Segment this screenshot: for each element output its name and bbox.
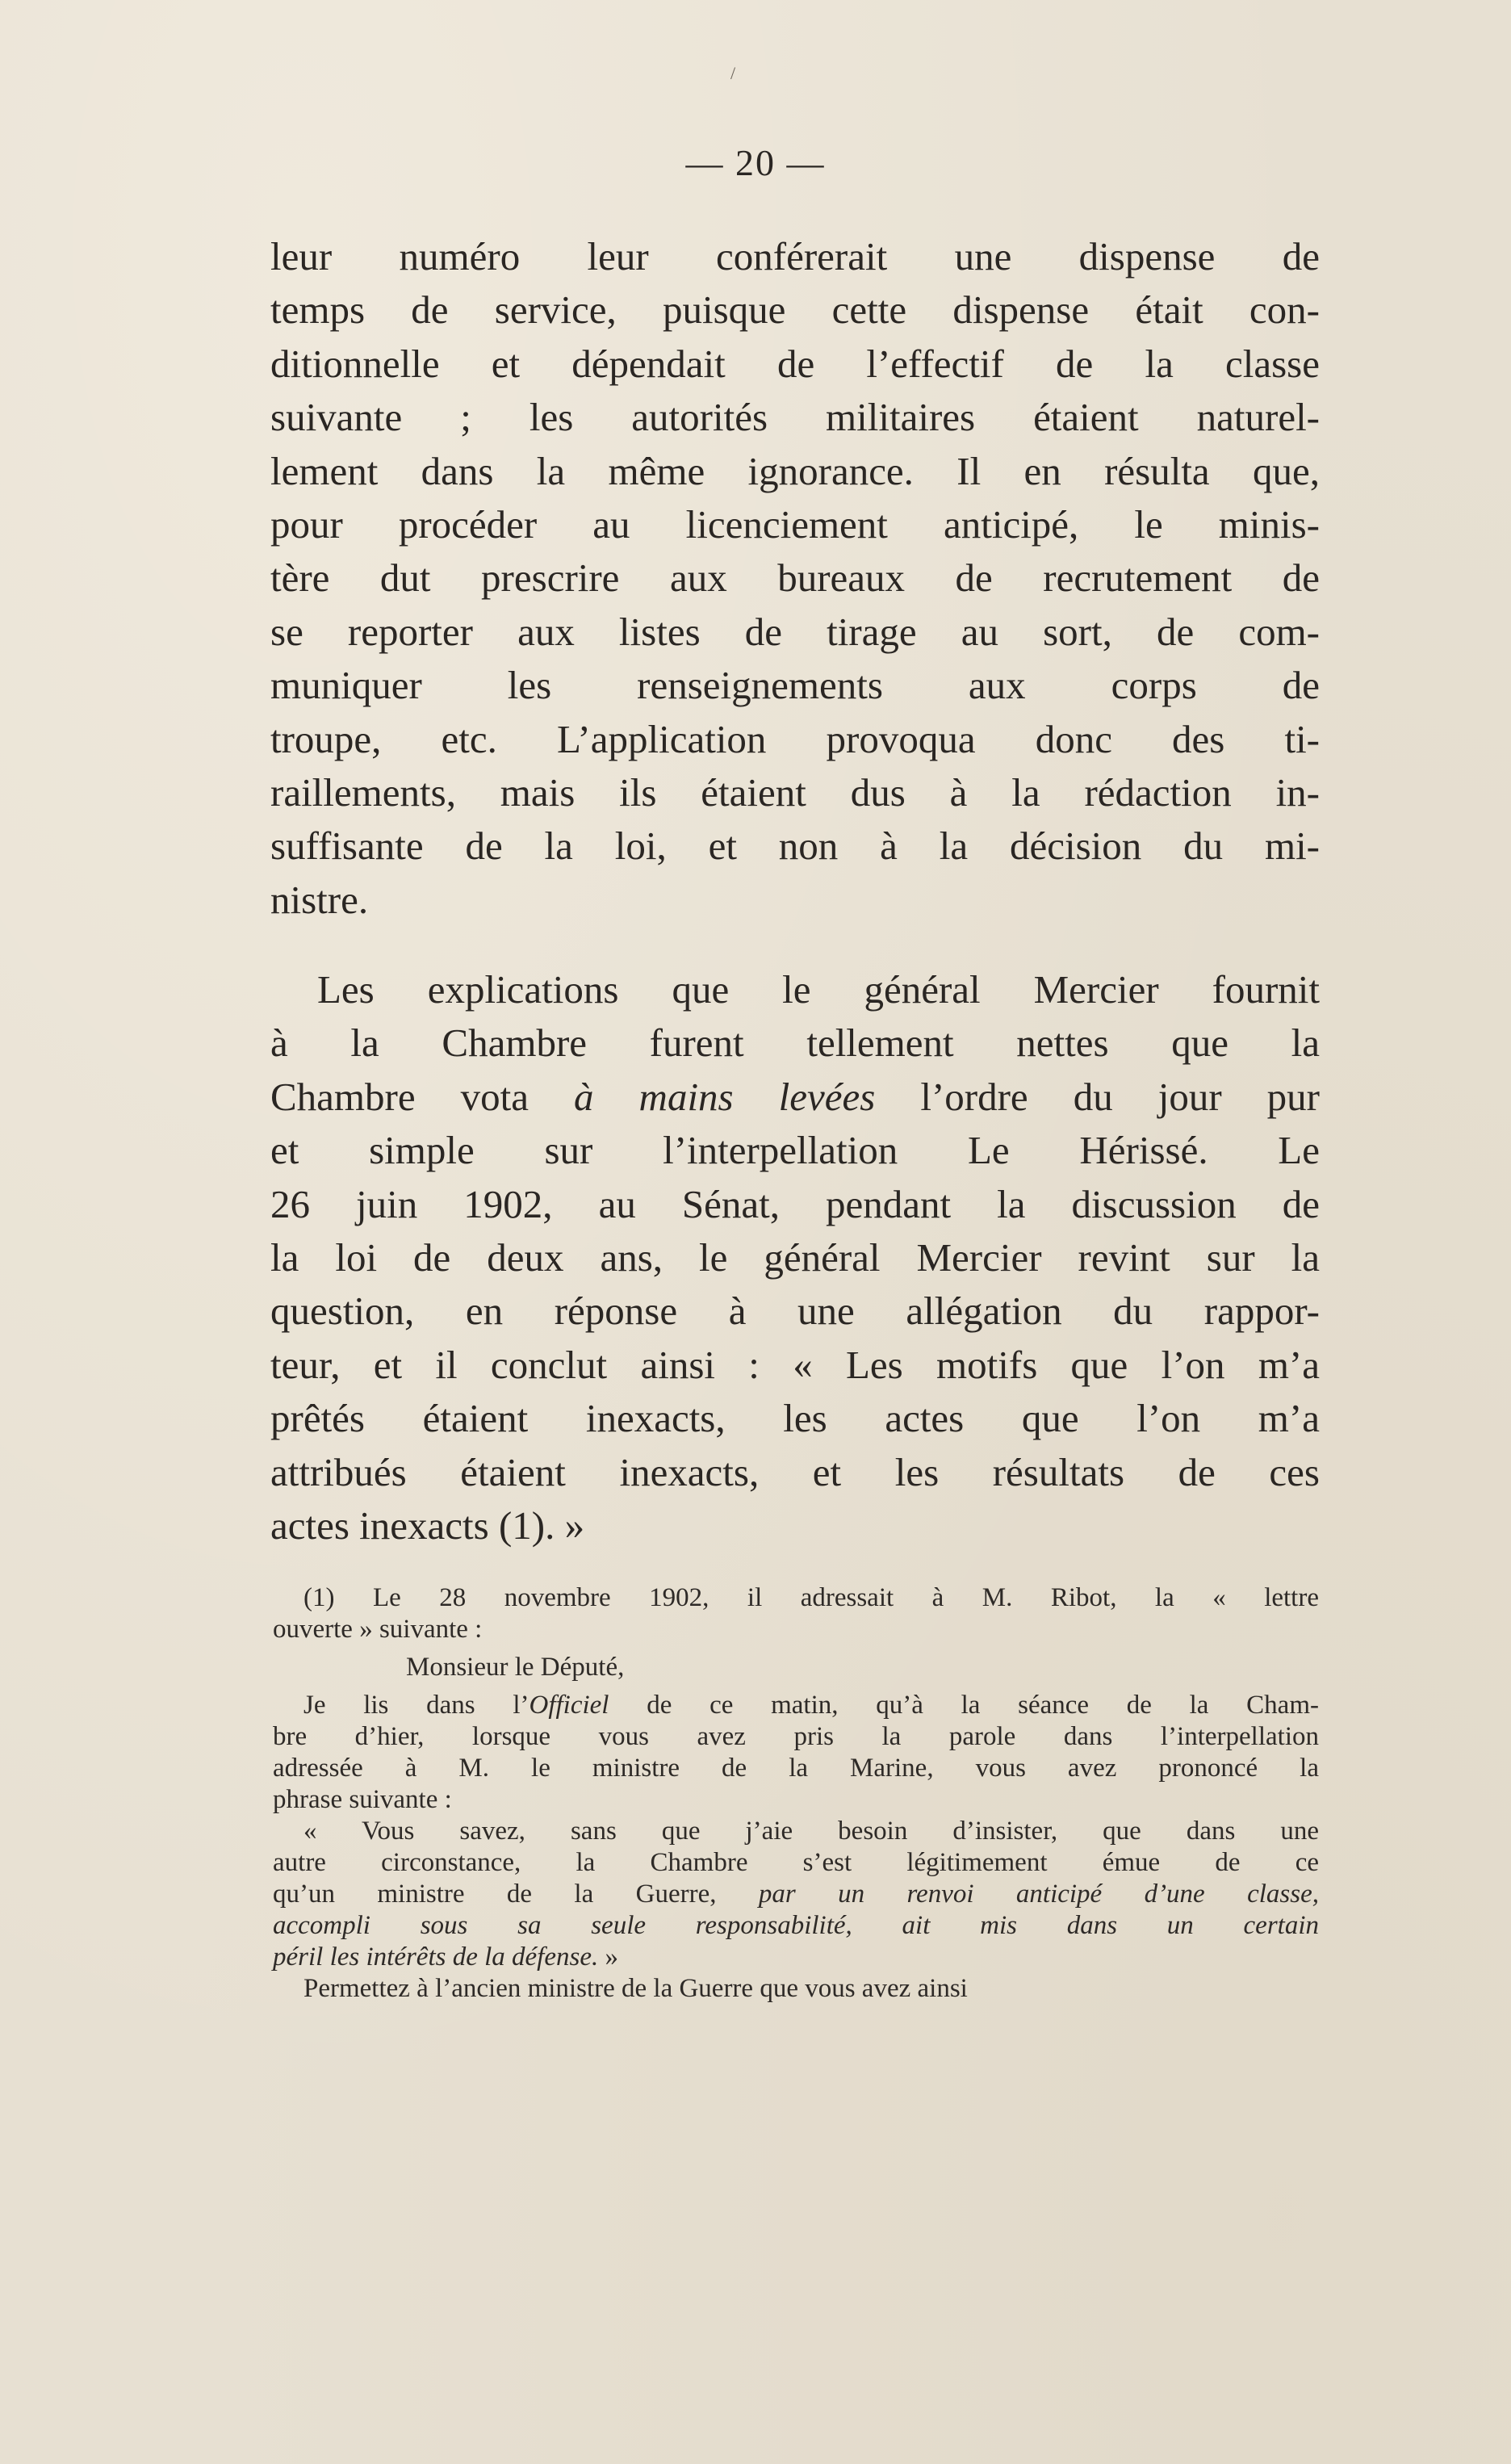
italic-phrase: péril les intérêts de la défense. — [273, 1942, 599, 1972]
text-line: se reporter aux listes de tirage au sort, de com- — [270, 609, 1320, 654]
text-line: à la Chambre furent tellement nettes que la — [270, 1020, 1320, 1066]
italic-phrase: à mains levées — [574, 1074, 876, 1119]
footnote-line: accompli sous sa seule responsabilité, ait mis dans un certain — [273, 1911, 1319, 1940]
letter-salutation: Monsieur le Député, — [406, 1653, 625, 1682]
text-run: de ce matin, qu’à la séance de la Cham- — [609, 1691, 1319, 1720]
text-line: suivante ; les autorités militaires étaient naturel- — [270, 395, 1320, 440]
footnote-line: bre d’hier, lorsque vous avez pris la parole dans l’interpellation — [273, 1722, 1319, 1751]
text-line: question, en réponse à une allégation du rappor- — [270, 1289, 1320, 1334]
text-run: Je lis dans l’ — [303, 1691, 529, 1720]
footnote-line: « Vous savez, sans que j’aie besoin d’insister, que dans une — [303, 1817, 1319, 1846]
text-line: la loi de deux ans, le général Mercier revint sur la — [270, 1235, 1320, 1280]
paragraph-1 — [270, 230, 1320, 927]
text-line: pour procéder au licenciement anticipé, le minis- — [270, 501, 1320, 547]
text-run: Le 28 novembre 1902, il adressait à M. Ribot, la « lettre — [372, 1583, 1319, 1612]
page-number: — 20 — — [685, 142, 826, 183]
text-line: attribués étaient inexacts, et les résultats de ces — [270, 1449, 1320, 1494]
italic-phrase: par un renvoi anticipé d’une classe, — [758, 1879, 1319, 1909]
text-line: et simple sur l’interpellation Le Hérissé. Le — [270, 1128, 1320, 1173]
footnote-line: ouverte » suivante : — [273, 1615, 483, 1644]
text-run: Chambre vota — [270, 1074, 575, 1119]
footnote-line: adressée à M. le ministre de la Marine, vous avez prononcé la — [273, 1754, 1319, 1783]
footnote-line: autre circonstance, la Chambre s’est légitimement émue de ce — [273, 1848, 1319, 1877]
text-line: lement dans la même ignorance. Il en résulta que, — [270, 448, 1320, 493]
text-line: actes inexacts (1). » — [270, 1502, 585, 1548]
text-line: Les explications que le général Mercier fournit — [317, 967, 1320, 1012]
text-line: nistre. — [270, 877, 369, 922]
footnote-block — [273, 1582, 1319, 2005]
text-line: troupe, etc. L’application provoqua donc des ti- — [270, 716, 1320, 761]
text-line: muniquer les renseignements aux corps de — [270, 663, 1320, 708]
footnote-marker: (1) — [303, 1583, 335, 1612]
paragraph-spacer — [270, 927, 1320, 963]
footnote-line: Permettez à l’ancien ministre de la Guerre que vous avez ainsi — [303, 1974, 968, 2003]
italic-phrase: Officiel — [529, 1691, 609, 1720]
text-line: ditionnelle et dépendait de l’effectif de la classe — [270, 341, 1320, 386]
footnote-line: phrase suivante : — [273, 1785, 452, 1814]
footnote-line — [273, 1879, 1319, 1910]
text-run: qu’un ministre de la Guerre, — [273, 1879, 759, 1909]
footnote-line — [273, 1942, 1319, 1973]
main-text-body — [270, 230, 1320, 1553]
text-line: suffisante de la loi, et non à la décision du mi- — [270, 823, 1320, 869]
paper-mark: / — [730, 63, 736, 83]
text-run: » — [598, 1942, 618, 1972]
footnote-line — [273, 1582, 1319, 1614]
footnote-line — [273, 1690, 1319, 1721]
text-line — [270, 1071, 1320, 1124]
paragraph-2 — [270, 963, 1320, 1553]
text-line: leur numéro leur conférerait une dispense de — [270, 234, 1320, 279]
text-run: l’ordre du jour pur — [875, 1074, 1320, 1119]
text-line: teur, et il conclut ainsi : « Les motifs que l’on m’a — [270, 1342, 1320, 1387]
text-line: 26 juin 1902, au Sénat, pendant la discussion de — [270, 1181, 1320, 1226]
text-line: raillements, mais ils étaient dus à la rédaction in- — [270, 769, 1320, 815]
text-line: temps de service, puisque cette dispense était con- — [270, 287, 1320, 333]
text-line: tère dut prescrire aux bureaux de recrutement de — [270, 555, 1320, 601]
text-line: prêtés étaient inexacts, les actes que l’on m’a — [270, 1396, 1320, 1441]
